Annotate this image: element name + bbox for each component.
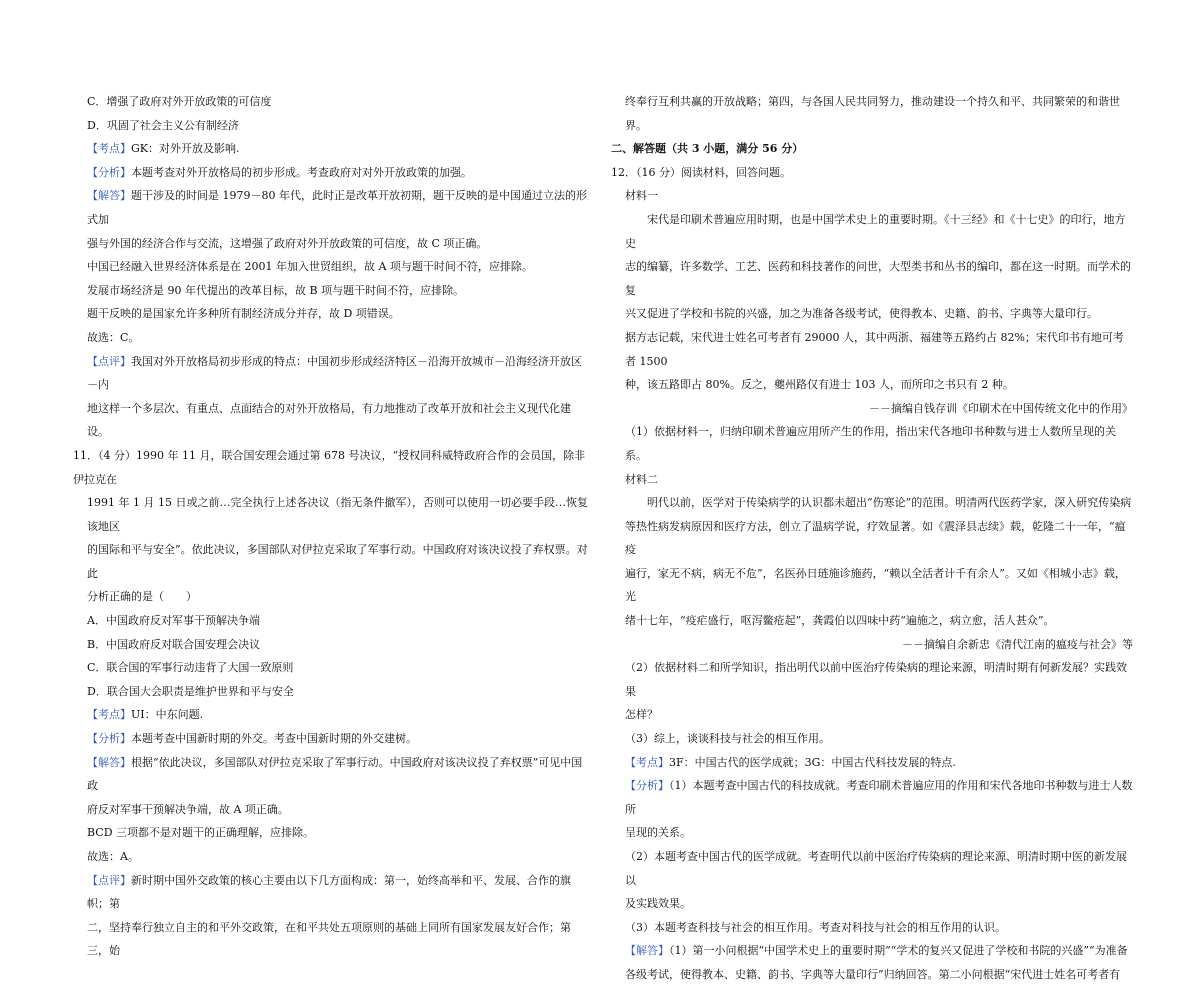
text-line	[611, 255, 1133, 302]
line-text: 故选：A。	[87, 850, 139, 863]
line-text: 宋代是印刷术普遍应用时期，也是中国学术史上的重要时期。《十三经》和《十七史》的印行，地方史	[625, 212, 1126, 250]
line-text: 强与外国的经济合作与交流，这增强了政府对外开放政策的可信度，故 C 项正确。	[87, 236, 488, 250]
line-text: －－摘编自钱存训《印刷术在中国传统文化中的作用》	[869, 401, 1133, 415]
text-line	[611, 137, 1133, 161]
line-text: 怎样？	[625, 708, 658, 722]
text-line	[611, 373, 1133, 397]
line-text: 中国已经融入世界经济体系是在 2001 年加入世贸组织，故 A 项与题干时间不符，应排除。	[87, 260, 533, 274]
text-line	[73, 255, 590, 279]
line-text: －－摘编自余新忠《清代江南的瘟疫与社会》等	[902, 637, 1133, 651]
line-text: （2）本题考查中国古代的医学成就。考查明代以前中医治疗传染病的理论来源、明清时期中医的新发展以	[625, 850, 1127, 887]
text-line	[611, 90, 1133, 137]
section-tag: 【考点】	[87, 142, 131, 156]
line-text: D．巩固了社会主义公有制经济	[87, 118, 239, 132]
section-tag: 【解答】	[87, 189, 131, 203]
line-text: 志的编纂，许多数学、工艺、医药和科技著作的问世，大型类书和丛书的编印，都在这一时期。而学术的复	[625, 260, 1131, 297]
line-text: 二、解答题（共 3 小题，满分 56 分）	[611, 142, 804, 156]
text-line	[73, 232, 590, 256]
line-text: B．中国政府反对联合国安理会决议	[87, 637, 261, 651]
line-text: 材料二	[625, 472, 658, 486]
text-line	[611, 916, 1133, 940]
line-text: （3）本题考查科技与社会的相互作用。考查对科技与社会的相互作用的认识。	[625, 920, 1006, 934]
text-line	[73, 137, 590, 161]
text-line	[73, 703, 590, 727]
text-line	[73, 397, 590, 444]
text-line	[611, 727, 1133, 751]
text-line	[611, 656, 1133, 703]
line-text: 及实践效果。	[625, 897, 691, 911]
text-line	[611, 774, 1133, 821]
text-line	[611, 609, 1133, 633]
line-text: 二，坚持奉行独立自主的和平外交政策，在和平共处五项原则的基础上同所有国家发展友好合作；第三，始	[87, 920, 571, 958]
line-text: 题干反映的是国家允许多种所有制经济成分并存，故 D 项错误。	[87, 307, 400, 321]
line-text: 材料一	[625, 189, 658, 203]
text-line	[611, 468, 1133, 492]
text-line	[73, 633, 590, 657]
line-text: GK：对外开放及影响.	[131, 142, 240, 156]
line-text: 的国际和平与安全”。依此决议，多国部队对伊拉克采取了军事行动。中国政府对该决议投了弃权票。对此	[87, 543, 588, 580]
section-tag: 【解答】	[625, 944, 669, 958]
text-line	[73, 184, 590, 231]
line-text: 各级考试，使得教本、史籍、韵书、字典等大量印行”归纳回答。第二小问根据“宋代进士姓名可考者有	[625, 967, 1121, 981]
section-tag: 【点评】	[87, 354, 131, 368]
text-line	[73, 916, 590, 963]
line-text: 遍行，家无不病，病无不危”，名医孙日琏施诊施药，“赖以全活者计千有余人”。又如《相城小志》载，光	[625, 566, 1126, 604]
line-text: 根据“依此决议，多国部队对伊拉克采取了军事行动。中国政府对该决议投了弃权票”可见中国政	[87, 755, 583, 793]
text-line	[611, 397, 1133, 421]
text-line	[73, 114, 590, 138]
section-tag: 【分析】	[87, 732, 131, 746]
text-line	[611, 892, 1133, 916]
text-line	[73, 869, 590, 916]
line-text: 终奉行互利共赢的开放战略；第四，与各国人民共同努力，推动建设一个持久和平、共同繁荣的和谐世界。	[625, 95, 1120, 132]
line-text: C．联合国的军事行动违背了大国一致原则	[87, 661, 294, 675]
text-line	[611, 939, 1133, 963]
line-text: 12．（16 分）阅读材料，回答问题。	[611, 165, 791, 179]
line-text: 等热性病发病原因和医疗方法，创立了温病学说，疗效显著。如《震泽县志续》载，乾隆二十一年，“瘟疫	[625, 519, 1126, 557]
text-line	[611, 184, 1133, 208]
line-text: UI：中东问题.	[131, 708, 204, 722]
line-text: 呈现的关系。	[625, 826, 691, 840]
line-text: 3F：中国古代的医学成就；3G：中国古代科技发展的特点.	[669, 755, 956, 769]
text-line	[611, 562, 1133, 609]
line-text: 1991 年 1 月 15 日或之前…完全执行上述各决议（指无条件撤军），否则可以使用一切必要手段…恢复该地区	[87, 496, 588, 533]
text-line	[611, 845, 1133, 892]
text-line	[73, 326, 590, 350]
text-line	[73, 656, 590, 680]
line-text: （1）依据材料一，归纳印刷术普遍应用所产生的作用，指出宋代各地印书种数与进士人数所呈现的关系。	[625, 425, 1116, 462]
line-text: D．联合国大会职责是维护世界和平与安全	[87, 684, 294, 698]
section-tag: 【分析】	[625, 779, 669, 793]
section-tag: 【分析】	[87, 165, 131, 179]
line-text: 府反对军事干预解决争端，故 A 项正确。	[87, 802, 289, 816]
text-line	[73, 609, 590, 633]
text-line	[73, 821, 590, 845]
line-text: （1）第一小问根据“中国学术史上的重要时期”“学术的复兴又促进了学校和书院的兴盛”“为准备	[669, 944, 1128, 958]
text-line	[73, 751, 590, 798]
line-text: 明代以前，医学对于传染病学的认识都未超出“伤寒论”的范围。明清两代医药学家，深入研究传染病	[647, 496, 1132, 510]
text-line	[73, 845, 590, 869]
text-line	[73, 279, 590, 303]
left-column	[73, 90, 590, 963]
line-text: 我国对外开放格局初步形成的特点：中国初步形成经济特区－沿海开放城市－沿海经济开放区－内	[87, 354, 582, 392]
text-line	[611, 821, 1133, 845]
line-text: 地这样一个多层次、有重点、点面结合的对外开放格局，有力地推动了改革开放和社会主义现代化建设。	[87, 401, 571, 439]
line-text: 本题考查对外开放格局的初步形成。考查政府对对外开放政策的加强。	[131, 165, 472, 179]
text-line	[73, 302, 590, 326]
line-text: 分析正确的是（ ）	[87, 590, 197, 604]
right-column	[611, 90, 1133, 987]
line-text: 故选：C。	[87, 330, 140, 344]
text-line	[73, 680, 590, 704]
text-line	[73, 350, 590, 397]
section-tag: 【解答】	[87, 755, 131, 769]
text-line	[611, 633, 1133, 657]
text-line	[611, 703, 1133, 727]
text-line	[611, 751, 1133, 775]
line-text: A．中国政府反对军事干预解决争端	[87, 614, 260, 628]
section-tag: 【点评】	[87, 873, 131, 887]
line-text: 种，该五路即占 80%。反之，夔州路仅有进士 103 人，而所印之书只有 2 种。	[625, 378, 1014, 392]
text-line	[611, 420, 1133, 467]
text-line	[73, 798, 590, 822]
text-line	[73, 727, 590, 751]
line-text: BCD 三项都不是对题干的正确理解，应排除。	[87, 826, 315, 840]
text-line	[73, 161, 590, 185]
text-line	[73, 538, 590, 585]
text-line	[73, 444, 590, 491]
line-text: （2）依据材料二和所学知识，指出明代以前中医治疗传染病的理论来源，明清时期有何新发展？实践效果	[625, 661, 1127, 698]
section-tag: 【考点】	[625, 755, 669, 769]
line-text: 据方志记载，宋代进士姓名可考者有 29000 人，其中两浙、福建等五路约占 82%；宋代印书有地可考者 1500	[625, 330, 1124, 368]
line-text: C．增强了政府对外开放政策的可信度	[87, 95, 272, 108]
section-tag: 【考点】	[87, 708, 131, 722]
text-line	[73, 90, 590, 114]
line-text: 11．（4 分）1990 年 11 月，联合国安理会通过第 678 号决议，“授权同科威特政府合作的会员国，除非伊拉克在	[73, 448, 586, 486]
line-text: （3）综上，谈谈科技与社会的相互作用。	[625, 732, 830, 746]
text-line	[611, 963, 1133, 987]
text-line	[73, 491, 590, 538]
text-line	[611, 515, 1133, 562]
text-line	[611, 161, 1133, 185]
text-line	[611, 326, 1133, 373]
line-text: 绪十七年，“疫疟盛行，呕泻鳖疮起”，龚霞伯以四味中药“遍施之，病立愈，活人甚众”。	[625, 614, 1055, 628]
line-text: 本题考查中国新时期的外交。考查中国新时期的外交建树。	[131, 732, 417, 746]
text-line	[73, 585, 590, 609]
line-text: 兴又促进了学校和书院的兴盛，加之为准备各级考试，使得教本、史籍、韵书、字典等大量印行。	[625, 307, 1098, 321]
text-line	[611, 491, 1133, 515]
text-line	[611, 208, 1133, 255]
line-text: （1）本题考查中国古代的科技成就。考查印刷术普遍应用的作用和宋代各地印书种数与进士人数所	[625, 779, 1133, 816]
line-text: 新时期中国外交政策的核心主要由以下几方面构成：第一，始终高举和平、发展、合作的旗帜；第	[87, 873, 571, 911]
text-line	[611, 302, 1133, 326]
line-text: 发展市场经济是 90 年代提出的改革目标，故 B 项与题干时间不符，应排除。	[87, 283, 465, 297]
line-text: 题干涉及的时间是 1979－80 年代，此时正是改革开放初期，题干反映的是中国通过立法的形式加	[87, 189, 587, 226]
